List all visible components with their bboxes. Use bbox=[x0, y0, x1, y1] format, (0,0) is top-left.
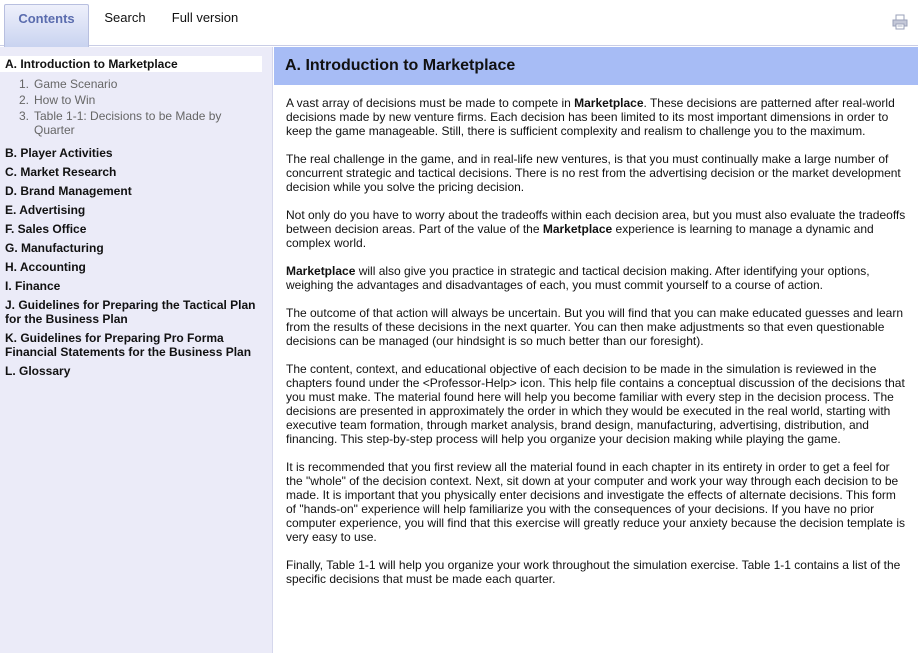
toc-item-accounting[interactable]: H. Accounting bbox=[5, 260, 86, 274]
paragraph-text: . These decisions are patterned after real-world decisions made by new venture firms. Each decision has been limited to its most important dimensions in order to keep the game manageable. Still, there is sufficient complexity and realism to challenge you to the maximum. bbox=[286, 96, 895, 138]
top-tab-bar bbox=[0, 0, 918, 46]
toc-subitem-game-scenario[interactable] bbox=[0, 77, 272, 91]
tab-contents[interactable]: Contents bbox=[4, 4, 89, 47]
toc-subitem-number: 1. bbox=[19, 77, 30, 91]
toc-item-introduction[interactable]: A. Introduction to Marketplace bbox=[0, 56, 262, 72]
toc-item-glossary[interactable]: L. Glossary bbox=[5, 364, 71, 378]
paragraph-text: Not only do you have to worry about the tradeoffs within each decision area, but you must also evaluate the tradeoffs between decision areas. Part of the value of the bbox=[286, 208, 906, 236]
toc-item-market-research[interactable]: C. Market Research bbox=[5, 165, 117, 179]
paragraph: The content, context, and educational objective of each decision to be made in the simulation is reviewed in the chapters found under the <Professor-Help> icon. This help file contains a conceptual discussion of the decisions that you must make. The material found here will help you become familiar with every step in the decision process. The decisions are presented in approximately the order in which they would be executed in the real world, starting with executive team formation, through market analysis, brand design, manufacturing, advertising, distribution, and financing. This step-by-step process will help you organize your decision making while playing the game. bbox=[286, 362, 905, 446]
toc-item-tactical-plan-guidelines[interactable]: J. Guidelines for Preparing the Tactical Plan for the Business Plan bbox=[5, 298, 256, 326]
toc-item-finance[interactable]: I. Finance bbox=[5, 279, 61, 293]
toc-subitem-label: Game Scenario bbox=[34, 77, 118, 91]
brand-name: Marketplace bbox=[574, 96, 644, 110]
paragraph: The outcome of that action will always be uncertain. But you will find that you can make educated guesses and learn from the results of these decisions in the next quarter. You can then make adjustments so that even questionable decisions can be managed (our hindsight is so much better than our foresight). bbox=[286, 306, 904, 348]
toc-subitem-table-1-1[interactable] bbox=[0, 109, 272, 137]
toc-sidebar bbox=[0, 47, 273, 653]
tab-full-version[interactable]: Full version bbox=[171, 10, 239, 25]
toc-item-manufacturing[interactable]: G. Manufacturing bbox=[5, 241, 104, 255]
toc-subitem-label: Table 1-1: Decisions to be Made by Quarter bbox=[34, 109, 222, 137]
toc-subitem-how-to-win[interactable] bbox=[0, 93, 272, 107]
brand-name: Marketplace bbox=[286, 264, 356, 278]
toc-item-brand-management[interactable]: D. Brand Management bbox=[5, 184, 132, 198]
tab-search[interactable]: Search bbox=[104, 10, 146, 25]
paragraph-text: experience is learning to manage a dynamic and complex world. bbox=[286, 222, 874, 250]
print-icon[interactable] bbox=[892, 14, 908, 30]
toc-item-player-activities[interactable]: B. Player Activities bbox=[5, 146, 113, 160]
paragraph: It is recommended that you first review all the material found in each chapter in its entirety in order to get a feel for the "whole" of the decision context. Next, sit down at your computer and work your way through each decision to be made. It is important that you physically enter decisions and investigate the effects of alternate decisions. This form of "hands-on" experience will help familiarize you with the consequences of your decisions. If you have no prior computer experience, you will find that this exercise will greatly reduce your anxiety because the decision template is very easy to use. bbox=[286, 460, 905, 544]
toc-subitem-label: How to Win bbox=[34, 93, 96, 107]
toc-item-pro-forma-guidelines[interactable]: K. Guidelines for Preparing Pro Forma Financial Statements for the Business Plan bbox=[5, 331, 252, 359]
toc-subitem-number: 3. bbox=[19, 109, 30, 123]
toc-item-sales-office[interactable]: F. Sales Office bbox=[5, 222, 87, 236]
paragraph bbox=[286, 96, 908, 138]
paragraph bbox=[286, 264, 908, 292]
content-pane bbox=[274, 47, 918, 653]
article-body bbox=[274, 85, 918, 586]
paragraph: Finally, Table 1-1 will help you organize your work throughout the simulation exercise. Table 1-1 contains a list of the specific decisions that must be made each quarter. bbox=[286, 558, 901, 586]
paragraph-text: A vast array of decisions must be made to compete in bbox=[286, 96, 575, 110]
brand-name: Marketplace bbox=[542, 222, 613, 236]
toc-item-advertising[interactable]: E. Advertising bbox=[5, 203, 86, 217]
toc-subitem-number: 2. bbox=[19, 93, 30, 107]
paragraph-text: will also give you practice in strategic and tactical decision making. After identifying your options, weighing the advantages and disadvantages of each, you must commit yourself to a course of action. bbox=[286, 264, 870, 292]
paragraph bbox=[286, 208, 908, 250]
page-title: A. Introduction to Marketplace bbox=[274, 47, 918, 85]
paragraph: The real challenge in the game, and in real-life new ventures, is that you must continually make a large number of concurrent strategic and tactical decisions. There is no rest from the advertising decision or the market development decision while you solve the pricing decision. bbox=[286, 152, 901, 194]
